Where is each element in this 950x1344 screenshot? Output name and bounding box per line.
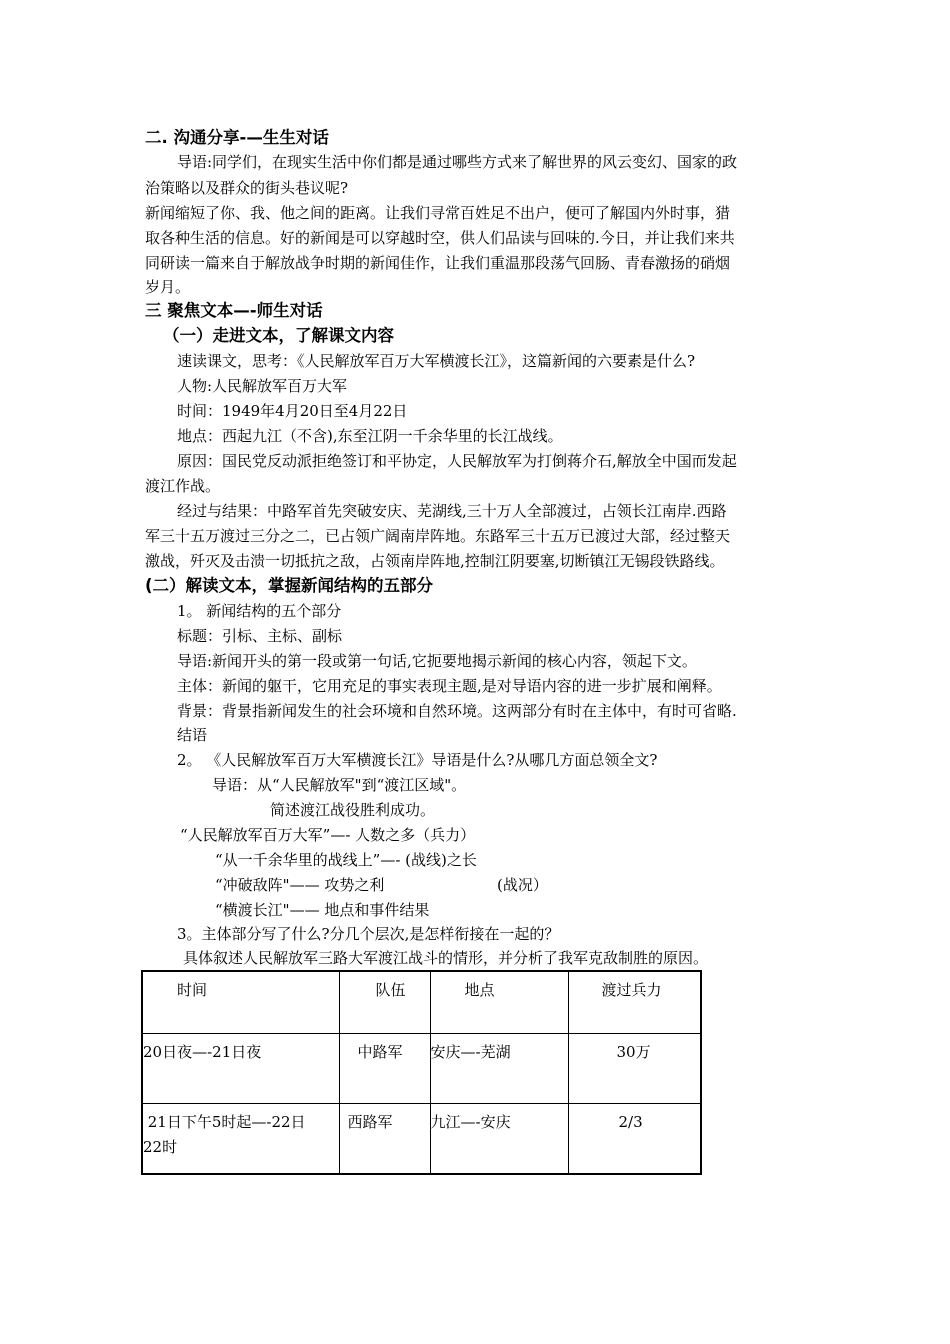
element-cause: 渡江作战。 — [145, 477, 221, 495]
element-result: 激战，歼灭及击溃一切抵抗之敌，占领南岸阵地,控制江阴要塞,切断镇江无锡段铁路线。 — [145, 552, 725, 570]
cell-time: 20日夜—-21日夜 — [143, 1043, 262, 1061]
header-time: 时间 — [177, 981, 208, 999]
table-cell — [142, 1034, 339, 1104]
subsection-1-title: （一）走进文本，了解课文内容 — [163, 326, 394, 345]
table-header-row — [142, 971, 701, 1034]
item-3-answer: 具体叙述人民解放军三路大军渡江战斗的情形，并分析了我军克敌制胜的原因。 — [183, 949, 709, 967]
cell-time-cont: 22时 — [143, 1138, 178, 1156]
table-cell — [568, 1034, 701, 1104]
header-troop: 队伍 — [375, 981, 406, 999]
item-2: 2。 《人民解放军百万大军横渡长江》导语是什么?从哪几方面总领全文? — [177, 751, 658, 769]
element-place: 地点：西起九江（不含),东至江阴一千余华里的长江战线。 — [177, 427, 563, 445]
def-conclusion: 结语 — [177, 726, 208, 744]
news-paragraph-line: 新闻缩短了你、我、他之间的距离。让我们寻常百姓足不出户，便可了解国内外时事，猎 — [145, 204, 731, 222]
analysis-4: “横渡长江"—— 地点和事件结果 — [215, 901, 430, 919]
table-header-cell — [568, 971, 701, 1034]
table-row — [142, 1034, 701, 1104]
lead-from: 导语：从“人民解放军"到“渡江区域"。 — [212, 776, 467, 794]
intro-paragraph-line: 导语:同学们，在现实生活中你们都是通过哪些方式来了解世界的风云变幻、国家的政 — [177, 153, 738, 171]
cell-force: 2/3 — [618, 1113, 643, 1131]
news-paragraph-line: 同研读一篇来自于解放战争时期的新闻佳作，让我们重温那段荡气回肠、青春激扬的硝烟 — [145, 254, 731, 272]
cell-troop: 西路军 — [347, 1113, 393, 1131]
table-cell — [430, 1104, 568, 1175]
table-cell — [339, 1104, 430, 1175]
table-header-cell — [142, 971, 339, 1034]
def-body: 主体：新闻的躯干，它用充足的事实表现主题,是对导语内容的进一步扩展和阐释。 — [177, 677, 722, 695]
item-3: 3。主体部分写了什么?分几个层次,是怎样衔接在一起的？ — [177, 925, 560, 943]
element-result: 军三十五万渡过三分之二，已占领广阔南岸阵地。东路军三十五万已渡过大部，经过整天 — [145, 527, 731, 545]
cell-place: 九江—-安庆 — [430, 1113, 511, 1131]
element-result: 经过与结果：中路军首先突破安庆、芜湖线,三十万人全部渡过，占领长江南岸.西路 — [177, 502, 727, 520]
analysis-3: “冲破敌阵"—— 攻势之利 — [215, 876, 385, 894]
element-time: 时间：1949年4月20日至4月22日 — [177, 402, 408, 420]
crossing-table — [141, 970, 702, 1175]
table-cell — [430, 1034, 568, 1104]
table-cell — [339, 1034, 430, 1104]
news-paragraph-line: 取各种生活的信息。好的新闻是可以穿越时空，供人们品读与回味的.今日，并让我们来共 — [145, 229, 735, 247]
item-1: 1。 新闻结构的五个部分 — [177, 602, 342, 620]
element-cause: 原因：国民党反动派拒绝签订和平协定，人民解放军为打倒蒋介石,解放全中国而发起 — [177, 452, 737, 470]
table-cell — [568, 1104, 701, 1175]
section-3-title: 三 聚焦文本—-师生对话 — [145, 301, 323, 320]
analysis-1: “人民解放军百万大军”—- 人数之多（兵力） — [180, 826, 476, 844]
subsection-2-title: (二）解读文本，掌握新闻结构的五部分 — [145, 576, 434, 595]
element-person: 人物:人民解放军百万大军 — [177, 377, 348, 395]
table-row — [142, 1104, 701, 1175]
cell-time: 21日下午5时起—-22日 — [143, 1113, 306, 1131]
def-title: 标题：引标、主标、副标 — [177, 627, 343, 645]
lead-summary: 简述渡江战役胜利成功。 — [270, 801, 436, 819]
table-header-cell — [339, 971, 430, 1034]
intro-paragraph-line: 治策略以及群众的街头巷议呢? — [145, 179, 349, 197]
table-header-cell — [430, 971, 568, 1034]
table-cell — [142, 1104, 339, 1175]
cell-force: 30万 — [616, 1043, 651, 1061]
header-force: 渡过兵力 — [601, 981, 662, 999]
question-1: 速读课文，思考：《人民解放军百万大军横渡长江》，这篇新闻的六要素是什么? — [177, 352, 696, 370]
cell-troop: 中路军 — [357, 1043, 403, 1061]
cell-place: 安庆—-芜湖 — [430, 1043, 511, 1061]
news-paragraph-line: 岁月。 — [145, 278, 191, 296]
analysis-2: “从一千余华里的战线上”—- (战线)之长 — [215, 851, 477, 869]
header-place: 地点 — [464, 981, 495, 999]
section-2-title: 二. 沟通分享-—生生对话 — [145, 128, 329, 147]
analysis-3-note: (战况） — [497, 876, 548, 894]
def-lead: 导语:新闻开头的第一段或第一句话,它扼要地揭示新闻的核心内容，领起下文。 — [177, 652, 697, 670]
def-background: 背景：背景指新闻发生的社会环境和自然环境。这两部分有时在主体中，有时可省略. — [177, 702, 737, 720]
